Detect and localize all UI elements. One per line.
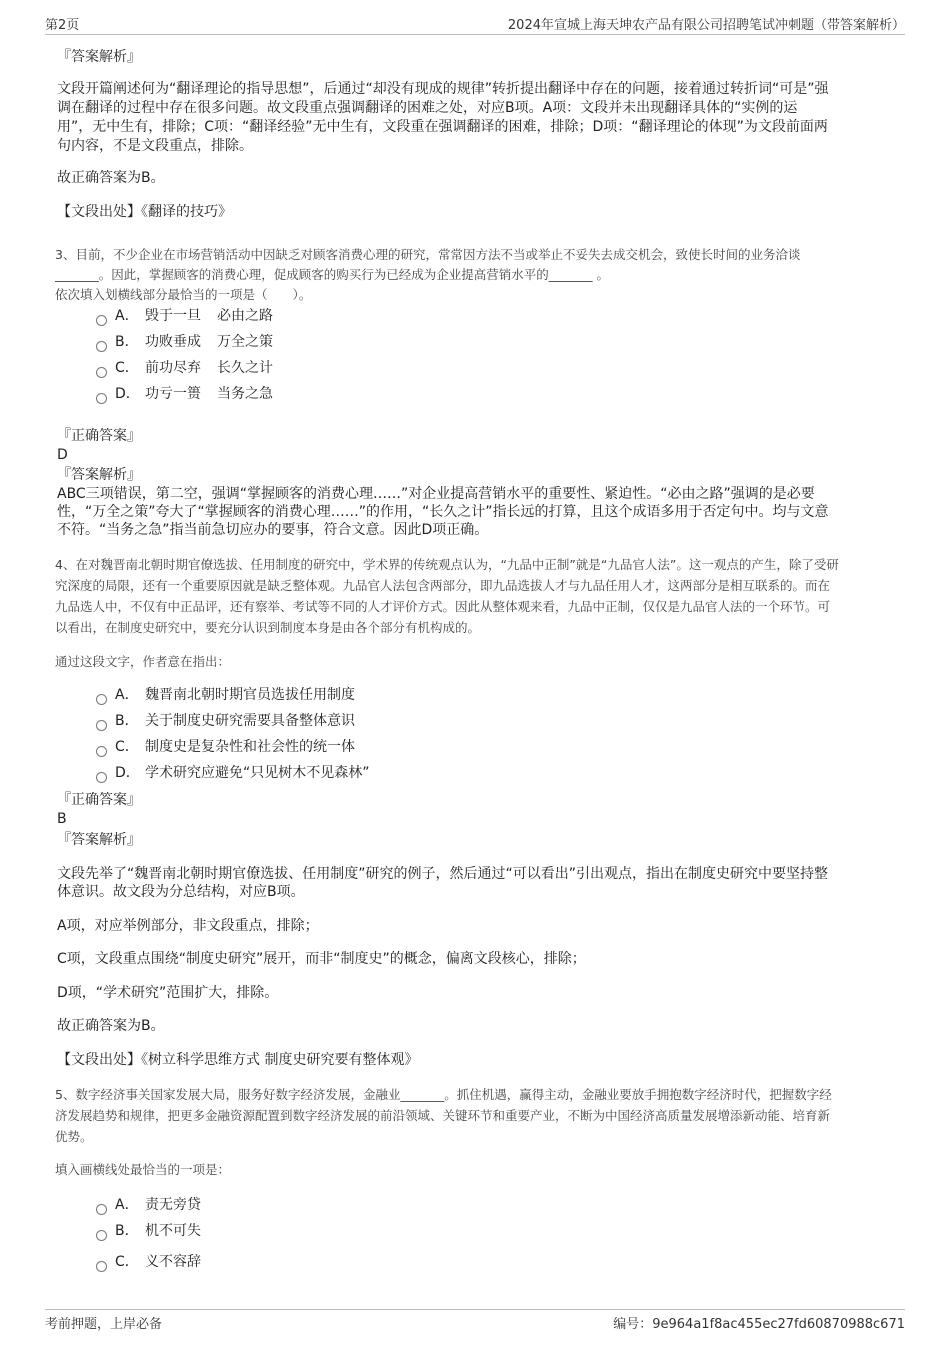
question-3-stem: 3、目前，不少企业在市场营销活动中因缺乏对顾客消费心理的研究，常常因方法不当或举止不妥失去成交机会，致使长时间的业务洽谈	[55, 247, 801, 262]
analysis-line: D项，“学术研究”范围扩大，排除。	[57, 985, 279, 1001]
page-number: 第2页	[45, 18, 80, 33]
radio-icon[interactable]	[96, 315, 107, 326]
analysis-line: 体意识。故文段为分总结构，对应B项。	[57, 884, 305, 900]
question-3-option-c[interactable]: C． 前功尽弃 长久之计	[96, 358, 273, 378]
question-4-option-b[interactable]: B． 关于制度史研究需要具备整体意识	[96, 711, 355, 731]
page-footer	[45, 1313, 905, 1331]
header-divider	[45, 34, 905, 35]
analysis-line: 用”，无中生有，排除；C项：“翻译经验”无中生有，文段重在强调翻译的困难，排除；D项：“翻译理论的体现”为文段前面两	[57, 119, 828, 135]
radio-icon[interactable]	[96, 393, 107, 404]
footer-divider	[45, 1309, 905, 1310]
radio-icon[interactable]	[96, 367, 107, 378]
conclusion: 故正确答案为B。	[57, 170, 165, 186]
radio-icon[interactable]	[96, 1261, 107, 1272]
radio-icon[interactable]	[96, 746, 107, 757]
analysis-title: 『答案解析』	[57, 467, 141, 483]
radio-icon[interactable]	[96, 341, 107, 352]
question-3-stem: 依次填入划横线部分最恰当的一项是（ ）。	[55, 287, 312, 302]
document-title: 2024年宣城上海天坤农产品有限公司招聘笔试冲刺题（带答案解析）	[507, 18, 905, 33]
conclusion: 故正确答案为B。	[57, 1018, 165, 1034]
question-5-prompt: 填入画横线处最恰当的一项是：	[55, 1162, 231, 1177]
question-4-stem: 究深度的局限，还有一个重要原因就是缺乏整体观。九品官人法包含两部分，即九品选拔人才与九品任用人才，这两部分是相互联系的。而在	[55, 578, 831, 593]
page-header	[45, 14, 905, 32]
answer-title: 『正确答案』	[57, 792, 141, 808]
question-3-stem: _______。因此，掌握顾客的消费心理，促成顾客的购买行为已经成为企业提高营销水平的_______ 。	[55, 267, 609, 282]
radio-icon[interactable]	[96, 1230, 107, 1241]
question-5-option-b[interactable]: B． 机不可失	[96, 1221, 201, 1241]
answer-value: B	[57, 811, 67, 827]
analysis-title: 『答案解析』	[57, 832, 141, 848]
source: 【文段出处】《翻译的技巧》	[57, 204, 232, 220]
question-3-option-d[interactable]: D． 功亏一篑 当务之急	[96, 384, 273, 404]
answer-title: 『正确答案』	[57, 428, 141, 444]
question-4-option-c[interactable]: C． 制度史是复杂性和社会性的统一体	[96, 737, 355, 757]
document-id: 编号：9e964a1f8ac455ec27fd60870988c671	[613, 1317, 905, 1332]
source: 【文段出处】《树立科学思维方式 制度史研究要有整体观》	[57, 1052, 419, 1068]
analysis-line: ABC三项错误，第二空，强调“掌握顾客的消费心理……”对企业提高营销水平的重要性、紧迫性。“必由之路”强调的是必要	[57, 486, 815, 502]
question-4-stem: 以看出，在制度史研究中，要充分认识到制度本身是由各个部分有机构成的。	[55, 620, 481, 635]
analysis-line: 文段先举了“魏晋南北朝时期官僚选拔、任用制度”研究的例子，然后通过“可以看出”引出观点，指出在制度史研究中要坚持整	[57, 866, 829, 882]
question-4-stem: 九品选人中，不仅有中正品评，还有察举、考试等不同的人才评价方式。因此从整体观来看，九品中正制，仅仅是九品官人法的一个环节。可	[55, 599, 831, 614]
question-3-option-b[interactable]: B． 功败垂成 万全之策	[96, 332, 273, 352]
answer-value: D	[57, 447, 68, 463]
analysis-line: 不符。“当务之急”指当前急切应办的要事，符合文意。因此D项正确。	[57, 522, 489, 538]
question-5-stem: 优势。	[55, 1129, 93, 1144]
question-5-option-a[interactable]: A． 责无旁贷	[96, 1195, 201, 1215]
analysis-line: A项，对应举例部分，非文段重点，排除；	[57, 918, 319, 934]
analysis-line: 句内容，不是文段重点，排除。	[57, 138, 253, 154]
analysis-line: C项，文段重点围绕“制度史研究”展开，而非“制度史”的概念，偏离文段核心，排除；	[57, 951, 586, 967]
question-3-option-a[interactable]: A． 毁于一旦 必由之路	[96, 306, 273, 326]
analysis-title: 『答案解析』	[57, 49, 141, 65]
question-4-option-a[interactable]: A． 魏晋南北朝时期官员选拔任用制度	[96, 685, 355, 705]
question-5-option-c[interactable]: C． 义不容辞	[96, 1252, 201, 1272]
radio-icon[interactable]	[96, 772, 107, 783]
radio-icon[interactable]	[96, 1204, 107, 1215]
radio-icon[interactable]	[96, 694, 107, 705]
question-4-stem: 4、在对魏晋南北朝时期官僚选拔、任用制度的研究中，学术界的传统观点认为，“九品中正制”就是“九品官人法”。这一观点的产生，除了受研	[55, 557, 839, 572]
analysis-line: 文段开篇阐述何为“翻译理论的指导思想”，后通过“却没有现成的规律”转折提出翻译中存在的问题，接着通过转折词“可是”强	[57, 81, 829, 97]
analysis-line: 调在翻译的过程中存在很多问题。故文段重点强调翻译的困难之处，对应B项。A项：文段并未出现翻译具体的“实例的运	[57, 100, 798, 116]
question-4-option-d[interactable]: D． 学术研究应避免“只见树木不见森林”	[96, 763, 370, 783]
question-5-stem: 济发展趋势和规律，把更多金融资源配置到数字经济发展的前沿领域、关键环节和重要产业，不断为中国经济高质量发展增添新动能、培育新	[55, 1108, 831, 1123]
radio-icon[interactable]	[96, 720, 107, 731]
analysis-line: 性，“万全之策”夸大了“掌握顾客的消费心理……”的作用，“长久之计”指长远的打算，且这个成语多用于否定句中。均与文意	[57, 504, 829, 520]
question-5-stem: 5、数字经济事关国家发展大局，服务好数字经济发展，金融业_______。抓住机遇，赢得主动，金融业要放手拥抱数字经济时代，把握数字经	[55, 1087, 832, 1102]
footer-slogan: 考前押题，上岸必备	[45, 1317, 163, 1332]
question-4-prompt: 通过这段文字，作者意在指出：	[55, 654, 231, 669]
